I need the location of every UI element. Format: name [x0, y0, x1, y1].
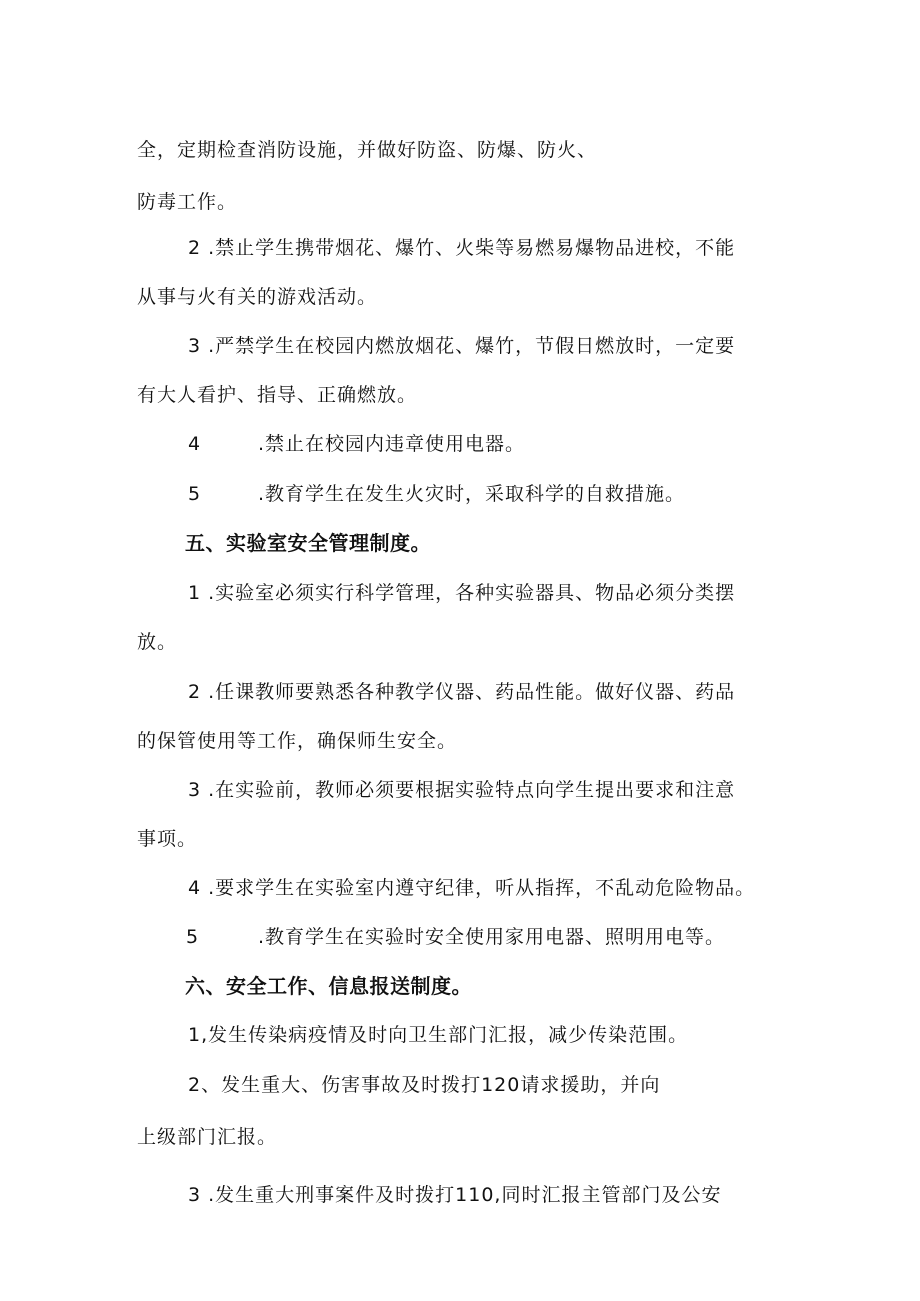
- text-line: 的保管使用等工作，确保师生安全。: [137, 730, 458, 752]
- list-number: 5: [186, 926, 200, 948]
- text-line: 事项。: [137, 828, 198, 850]
- text-line: 从事与火有关的游戏活动。: [137, 286, 378, 308]
- text-line: 上级部门汇报。: [137, 1126, 278, 1148]
- text-line: 有大人看护、指导、正确燃放。: [137, 384, 418, 406]
- list-number: 5: [188, 483, 202, 505]
- list-number: 4: [188, 433, 202, 455]
- text-line: .教育学生在实验时安全使用家用电器、照明用电等。: [258, 926, 726, 948]
- text-line: 2、发生重大、伤害事故及时拨打120请求援助，并向: [188, 1074, 661, 1096]
- text-line: 4 .要求学生在实验室内遵守纪律，听从指挥，不乱动危险物品。: [188, 877, 756, 899]
- text-line: 3 .在实验前，教师必须要根据实验特点向学生提出要求和注意: [188, 779, 736, 801]
- text-line: .禁止在校园内违章使用电器。: [258, 433, 526, 455]
- text-line: 全，定期检查消防设施，并做好防盗、防爆、防火、: [137, 139, 598, 161]
- text-line: 3 .严禁学生在校园内燃放烟花、爆竹，节假日燃放时，一定要: [188, 335, 736, 357]
- text-line: 1 .实验室必须实行科学管理，各种实验器具、物品必须分类摆: [188, 582, 736, 604]
- text-line: 放。: [137, 631, 178, 653]
- text-line: 2 .禁止学生携带烟花、爆竹、火柴等易燃易爆物品进校，不能: [188, 237, 736, 259]
- section-heading: 六、安全工作、信息报送制度。: [185, 974, 472, 998]
- text-line: .教育学生在发生火灾时，采取科学的自救措施。: [258, 483, 686, 505]
- section-heading: 五、实验室安全管理制度。: [185, 531, 431, 555]
- text-line: 2 .任课教师要熟悉各种教学仪器、药品性能。做好仪器、药品: [188, 681, 736, 703]
- text-line: 3 .发生重大刑事案件及时拨打110,同时汇报主管部门及公安: [188, 1184, 722, 1206]
- text-line: 1,发生传染病疫情及时向卫生部门汇报，减少传染范围。: [188, 1024, 689, 1046]
- text-line: 防毒工作。: [137, 191, 238, 213]
